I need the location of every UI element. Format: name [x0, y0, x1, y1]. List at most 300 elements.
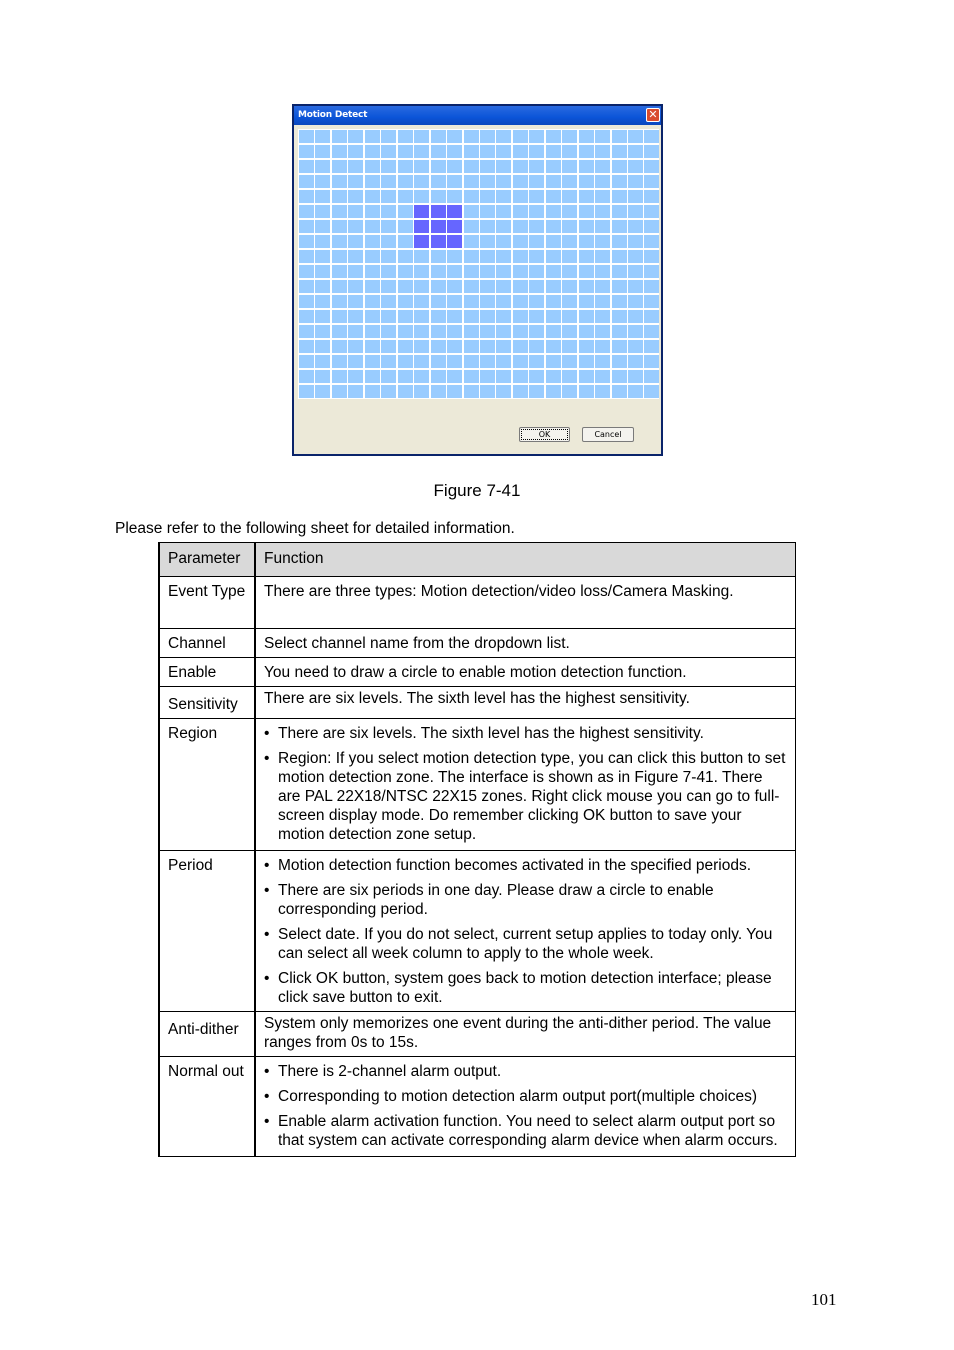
zone-cell[interactable]: [332, 220, 347, 233]
zone-cell[interactable]: [579, 310, 594, 323]
zone-cell[interactable]: [513, 175, 528, 188]
zone-cell[interactable]: [414, 250, 429, 263]
zone-cell[interactable]: [529, 130, 544, 143]
zone-cell[interactable]: [381, 295, 396, 308]
zone-cell[interactable]: [612, 385, 627, 398]
zone-cell[interactable]: [513, 250, 528, 263]
zone-cell[interactable]: [464, 370, 479, 383]
zone-cell[interactable]: [562, 250, 577, 263]
zone-cell[interactable]: [315, 295, 330, 308]
zone-cell[interactable]: [431, 310, 446, 323]
zone-cell[interactable]: [579, 130, 594, 143]
zone-cell[interactable]: [628, 355, 643, 368]
zone-cell[interactable]: [365, 220, 380, 233]
zone-cell[interactable]: [315, 175, 330, 188]
zone-cell[interactable]: [529, 385, 544, 398]
zone-cell[interactable]: [595, 205, 610, 218]
zone-cell[interactable]: [414, 325, 429, 338]
zone-cell[interactable]: [299, 340, 314, 353]
zone-cell[interactable]: [546, 280, 561, 293]
zone-cell[interactable]: [546, 265, 561, 278]
zone-cell[interactable]: [513, 355, 528, 368]
zone-cell[interactable]: [381, 175, 396, 188]
zone-cell[interactable]: [315, 250, 330, 263]
zone-cell[interactable]: [546, 145, 561, 158]
zone-cell[interactable]: [496, 145, 511, 158]
zone-cell[interactable]: [644, 190, 659, 203]
zone-cell[interactable]: [496, 370, 511, 383]
zone-cell[interactable]: [398, 220, 413, 233]
zone-cell[interactable]: [299, 205, 314, 218]
zone-cell[interactable]: [464, 250, 479, 263]
zone-cell[interactable]: [579, 280, 594, 293]
zone-cell[interactable]: [299, 355, 314, 368]
zone-cell[interactable]: [644, 205, 659, 218]
zone-cell[interactable]: [398, 265, 413, 278]
zone-cell[interactable]: [612, 355, 627, 368]
zone-cell[interactable]: [348, 130, 363, 143]
zone-cell[interactable]: [579, 175, 594, 188]
zone-cell[interactable]: [332, 280, 347, 293]
zone-cell[interactable]: [546, 175, 561, 188]
zone-cell[interactable]: [315, 265, 330, 278]
zone-cell[interactable]: [447, 265, 462, 278]
zone-cell[interactable]: [299, 385, 314, 398]
zone-cell[interactable]: [348, 160, 363, 173]
zone-cell[interactable]: [299, 190, 314, 203]
zone-cell[interactable]: [414, 190, 429, 203]
zone-cell[interactable]: [299, 295, 314, 308]
zone-cell[interactable]: [529, 340, 544, 353]
zone-cell[interactable]: [464, 130, 479, 143]
zone-cell[interactable]: [546, 340, 561, 353]
zone-cell[interactable]: [365, 160, 380, 173]
zone-cell[interactable]: [447, 295, 462, 308]
zone-cell[interactable]: [447, 130, 462, 143]
zone-cell[interactable]: [414, 235, 429, 248]
zone-cell[interactable]: [513, 295, 528, 308]
zone-cell[interactable]: [365, 295, 380, 308]
zone-cell[interactable]: [480, 145, 495, 158]
zone-cell[interactable]: [398, 310, 413, 323]
zone-cell[interactable]: [447, 145, 462, 158]
zone-cell[interactable]: [562, 265, 577, 278]
zone-cell[interactable]: [595, 325, 610, 338]
zone-cell[interactable]: [398, 205, 413, 218]
zone-cell[interactable]: [579, 355, 594, 368]
zone-cell[interactable]: [431, 325, 446, 338]
zone-cell[interactable]: [562, 340, 577, 353]
zone-cell[interactable]: [447, 190, 462, 203]
zone-cell[interactable]: [562, 370, 577, 383]
zone-cell[interactable]: [496, 385, 511, 398]
zone-cell[interactable]: [431, 340, 446, 353]
zone-cell[interactable]: [496, 160, 511, 173]
zone-cell[interactable]: [644, 295, 659, 308]
zone-cell[interactable]: [365, 250, 380, 263]
zone-cell[interactable]: [496, 220, 511, 233]
zone-cell[interactable]: [315, 385, 330, 398]
zone-cell[interactable]: [562, 235, 577, 248]
zone-cell[interactable]: [447, 160, 462, 173]
zone-cell[interactable]: [595, 130, 610, 143]
zone-cell[interactable]: [546, 160, 561, 173]
zone-cell[interactable]: [546, 250, 561, 263]
zone-cell[interactable]: [414, 310, 429, 323]
zone-cell[interactable]: [612, 295, 627, 308]
zone-cell[interactable]: [612, 250, 627, 263]
zone-cell[interactable]: [595, 310, 610, 323]
zone-cell[interactable]: [546, 295, 561, 308]
zone-cell[interactable]: [612, 340, 627, 353]
zone-cell[interactable]: [612, 310, 627, 323]
zone-cell[interactable]: [579, 160, 594, 173]
zone-cell[interactable]: [546, 190, 561, 203]
zone-cell[interactable]: [464, 280, 479, 293]
zone-cell[interactable]: [431, 265, 446, 278]
zone-cell[interactable]: [398, 235, 413, 248]
zone-cell[interactable]: [496, 325, 511, 338]
zone-cell[interactable]: [513, 145, 528, 158]
zone-cell[interactable]: [612, 205, 627, 218]
zone-cell[interactable]: [315, 130, 330, 143]
zone-cell[interactable]: [348, 295, 363, 308]
zone-cell[interactable]: [496, 355, 511, 368]
zone-cell[interactable]: [480, 220, 495, 233]
zone-cell[interactable]: [595, 280, 610, 293]
motion-zone-grid[interactable]: [298, 129, 659, 399]
zone-cell[interactable]: [398, 130, 413, 143]
zone-cell[interactable]: [595, 370, 610, 383]
zone-cell[interactable]: [315, 340, 330, 353]
zone-cell[interactable]: [480, 370, 495, 383]
zone-cell[interactable]: [332, 325, 347, 338]
zone-cell[interactable]: [562, 175, 577, 188]
zone-cell[interactable]: [579, 325, 594, 338]
zone-cell[interactable]: [332, 130, 347, 143]
zone-cell[interactable]: [332, 385, 347, 398]
zone-cell[interactable]: [365, 235, 380, 248]
cancel-button[interactable]: Cancel: [582, 427, 634, 442]
zone-cell[interactable]: [398, 280, 413, 293]
zone-cell[interactable]: [365, 355, 380, 368]
zone-cell[interactable]: [447, 325, 462, 338]
zone-cell[interactable]: [513, 190, 528, 203]
zone-cell[interactable]: [644, 160, 659, 173]
zone-cell[interactable]: [529, 355, 544, 368]
zone-cell[interactable]: [414, 370, 429, 383]
zone-cell[interactable]: [579, 235, 594, 248]
zone-cell[interactable]: [579, 340, 594, 353]
zone-cell[interactable]: [332, 295, 347, 308]
zone-cell[interactable]: [464, 175, 479, 188]
zone-cell[interactable]: [480, 205, 495, 218]
zone-cell[interactable]: [398, 385, 413, 398]
zone-cell[interactable]: [529, 205, 544, 218]
zone-cell[interactable]: [414, 145, 429, 158]
zone-cell[interactable]: [612, 370, 627, 383]
zone-cell[interactable]: [513, 265, 528, 278]
zone-cell[interactable]: [299, 280, 314, 293]
zone-cell[interactable]: [644, 325, 659, 338]
zone-cell[interactable]: [332, 235, 347, 248]
zone-cell[interactable]: [398, 175, 413, 188]
zone-cell[interactable]: [595, 220, 610, 233]
zone-cell[interactable]: [496, 340, 511, 353]
zone-cell[interactable]: [348, 220, 363, 233]
zone-cell[interactable]: [299, 325, 314, 338]
zone-cell[interactable]: [644, 280, 659, 293]
zone-cell[interactable]: [496, 295, 511, 308]
zone-cell[interactable]: [628, 265, 643, 278]
zone-cell[interactable]: [480, 385, 495, 398]
zone-cell[interactable]: [579, 385, 594, 398]
zone-cell[interactable]: [398, 160, 413, 173]
zone-cell[interactable]: [315, 325, 330, 338]
zone-cell[interactable]: [529, 265, 544, 278]
zone-cell[interactable]: [299, 160, 314, 173]
zone-cell[interactable]: [644, 250, 659, 263]
zone-cell[interactable]: [447, 205, 462, 218]
zone-cell[interactable]: [464, 220, 479, 233]
zone-cell[interactable]: [644, 340, 659, 353]
zone-cell[interactable]: [365, 175, 380, 188]
zone-cell[interactable]: [381, 205, 396, 218]
zone-cell[interactable]: [644, 220, 659, 233]
zone-cell[interactable]: [562, 325, 577, 338]
zone-cell[interactable]: [480, 280, 495, 293]
zone-cell[interactable]: [480, 235, 495, 248]
zone-cell[interactable]: [546, 385, 561, 398]
zone-cell[interactable]: [529, 175, 544, 188]
zone-cell[interactable]: [381, 340, 396, 353]
zone-cell[interactable]: [431, 205, 446, 218]
zone-cell[interactable]: [628, 130, 643, 143]
zone-cell[interactable]: [513, 370, 528, 383]
zone-cell[interactable]: [447, 250, 462, 263]
zone-cell[interactable]: [365, 205, 380, 218]
zone-cell[interactable]: [644, 310, 659, 323]
zone-cell[interactable]: [332, 340, 347, 353]
zone-cell[interactable]: [447, 340, 462, 353]
zone-cell[interactable]: [315, 220, 330, 233]
zone-cell[interactable]: [464, 340, 479, 353]
zone-cell[interactable]: [628, 235, 643, 248]
zone-cell[interactable]: [299, 130, 314, 143]
zone-cell[interactable]: [365, 265, 380, 278]
zone-cell[interactable]: [628, 325, 643, 338]
zone-cell[interactable]: [381, 190, 396, 203]
zone-cell[interactable]: [299, 220, 314, 233]
zone-cell[interactable]: [579, 370, 594, 383]
zone-cell[interactable]: [414, 385, 429, 398]
zone-cell[interactable]: [381, 145, 396, 158]
zone-cell[interactable]: [315, 355, 330, 368]
zone-cell[interactable]: [562, 280, 577, 293]
zone-cell[interactable]: [579, 220, 594, 233]
zone-cell[interactable]: [595, 250, 610, 263]
zone-cell[interactable]: [414, 295, 429, 308]
zone-cell[interactable]: [496, 175, 511, 188]
zone-cell[interactable]: [644, 235, 659, 248]
zone-cell[interactable]: [644, 385, 659, 398]
zone-cell[interactable]: [595, 145, 610, 158]
zone-cell[interactable]: [480, 265, 495, 278]
zone-cell[interactable]: [464, 235, 479, 248]
zone-cell[interactable]: [513, 205, 528, 218]
zone-cell[interactable]: [562, 220, 577, 233]
zone-cell[interactable]: [348, 385, 363, 398]
zone-cell[interactable]: [398, 340, 413, 353]
zone-cell[interactable]: [612, 325, 627, 338]
zone-cell[interactable]: [595, 355, 610, 368]
zone-cell[interactable]: [595, 235, 610, 248]
zone-cell[interactable]: [381, 310, 396, 323]
zone-cell[interactable]: [431, 355, 446, 368]
zone-cell[interactable]: [628, 145, 643, 158]
zone-cell[interactable]: [628, 310, 643, 323]
zone-cell[interactable]: [546, 370, 561, 383]
zone-cell[interactable]: [348, 265, 363, 278]
zone-cell[interactable]: [332, 145, 347, 158]
zone-cell[interactable]: [332, 160, 347, 173]
zone-cell[interactable]: [546, 130, 561, 143]
zone-cell[interactable]: [299, 310, 314, 323]
zone-cell[interactable]: [348, 355, 363, 368]
zone-cell[interactable]: [612, 265, 627, 278]
zone-cell[interactable]: [644, 145, 659, 158]
zone-cell[interactable]: [628, 295, 643, 308]
zone-cell[interactable]: [513, 340, 528, 353]
zone-cell[interactable]: [381, 265, 396, 278]
zone-cell[interactable]: [562, 160, 577, 173]
zone-cell[interactable]: [496, 235, 511, 248]
zone-cell[interactable]: [513, 385, 528, 398]
zone-cell[interactable]: [513, 235, 528, 248]
zone-cell[interactable]: [431, 295, 446, 308]
zone-cell[interactable]: [332, 355, 347, 368]
zone-cell[interactable]: [348, 205, 363, 218]
zone-cell[interactable]: [299, 145, 314, 158]
zone-cell[interactable]: [414, 355, 429, 368]
zone-cell[interactable]: [496, 280, 511, 293]
zone-cell[interactable]: [414, 280, 429, 293]
zone-cell[interactable]: [612, 280, 627, 293]
zone-cell[interactable]: [480, 190, 495, 203]
zone-cell[interactable]: [332, 265, 347, 278]
zone-cell[interactable]: [447, 385, 462, 398]
zone-cell[interactable]: [496, 310, 511, 323]
zone-cell[interactable]: [612, 220, 627, 233]
zone-cell[interactable]: [431, 175, 446, 188]
zone-cell[interactable]: [431, 220, 446, 233]
zone-cell[interactable]: [513, 325, 528, 338]
zone-cell[interactable]: [414, 130, 429, 143]
zone-cell[interactable]: [315, 145, 330, 158]
zone-cell[interactable]: [464, 205, 479, 218]
zone-cell[interactable]: [381, 325, 396, 338]
zone-cell[interactable]: [381, 250, 396, 263]
zone-cell[interactable]: [513, 130, 528, 143]
zone-cell[interactable]: [612, 130, 627, 143]
zone-cell[interactable]: [496, 265, 511, 278]
zone-cell[interactable]: [579, 190, 594, 203]
zone-cell[interactable]: [480, 340, 495, 353]
zone-cell[interactable]: [496, 250, 511, 263]
zone-cell[interactable]: [562, 355, 577, 368]
zone-cell[interactable]: [381, 220, 396, 233]
zone-cell[interactable]: [398, 325, 413, 338]
zone-cell[interactable]: [464, 295, 479, 308]
zone-cell[interactable]: [299, 250, 314, 263]
zone-cell[interactable]: [365, 145, 380, 158]
zone-cell[interactable]: [480, 325, 495, 338]
zone-cell[interactable]: [365, 385, 380, 398]
zone-cell[interactable]: [612, 190, 627, 203]
zone-cell[interactable]: [299, 175, 314, 188]
zone-cell[interactable]: [546, 325, 561, 338]
zone-cell[interactable]: [365, 370, 380, 383]
zone-cell[interactable]: [381, 355, 396, 368]
zone-cell[interactable]: [447, 280, 462, 293]
zone-cell[interactable]: [595, 340, 610, 353]
zone-cell[interactable]: [529, 250, 544, 263]
zone-cell[interactable]: [315, 190, 330, 203]
zone-cell[interactable]: [431, 130, 446, 143]
zone-cell[interactable]: [496, 205, 511, 218]
zone-cell[interactable]: [315, 160, 330, 173]
zone-cell[interactable]: [496, 130, 511, 143]
zone-cell[interactable]: [447, 355, 462, 368]
zone-cell[interactable]: [381, 280, 396, 293]
zone-cell[interactable]: [546, 310, 561, 323]
zone-cell[interactable]: [513, 280, 528, 293]
zone-cell[interactable]: [595, 175, 610, 188]
zone-cell[interactable]: [431, 250, 446, 263]
zone-cell[interactable]: [480, 175, 495, 188]
zone-cell[interactable]: [332, 190, 347, 203]
zone-cell[interactable]: [628, 340, 643, 353]
zone-cell[interactable]: [464, 355, 479, 368]
zone-cell[interactable]: [431, 235, 446, 248]
zone-cell[interactable]: [381, 235, 396, 248]
zone-cell[interactable]: [595, 295, 610, 308]
zone-cell[interactable]: [299, 235, 314, 248]
zone-cell[interactable]: [381, 160, 396, 173]
zone-cell[interactable]: [579, 295, 594, 308]
zone-cell[interactable]: [480, 160, 495, 173]
zone-cell[interactable]: [595, 160, 610, 173]
zone-cell[interactable]: [644, 175, 659, 188]
zone-cell[interactable]: [365, 190, 380, 203]
zone-cell[interactable]: [562, 310, 577, 323]
zone-cell[interactable]: [612, 145, 627, 158]
zone-cell[interactable]: [414, 340, 429, 353]
zone-cell[interactable]: [595, 265, 610, 278]
zone-cell[interactable]: [414, 265, 429, 278]
zone-cell[interactable]: [529, 145, 544, 158]
zone-cell[interactable]: [431, 190, 446, 203]
zone-cell[interactable]: [480, 355, 495, 368]
zone-cell[interactable]: [348, 280, 363, 293]
zone-cell[interactable]: [332, 250, 347, 263]
zone-cell[interactable]: [414, 160, 429, 173]
zone-cell[interactable]: [546, 355, 561, 368]
zone-cell[interactable]: [348, 310, 363, 323]
zone-cell[interactable]: [431, 280, 446, 293]
zone-cell[interactable]: [579, 265, 594, 278]
zone-cell[interactable]: [529, 325, 544, 338]
